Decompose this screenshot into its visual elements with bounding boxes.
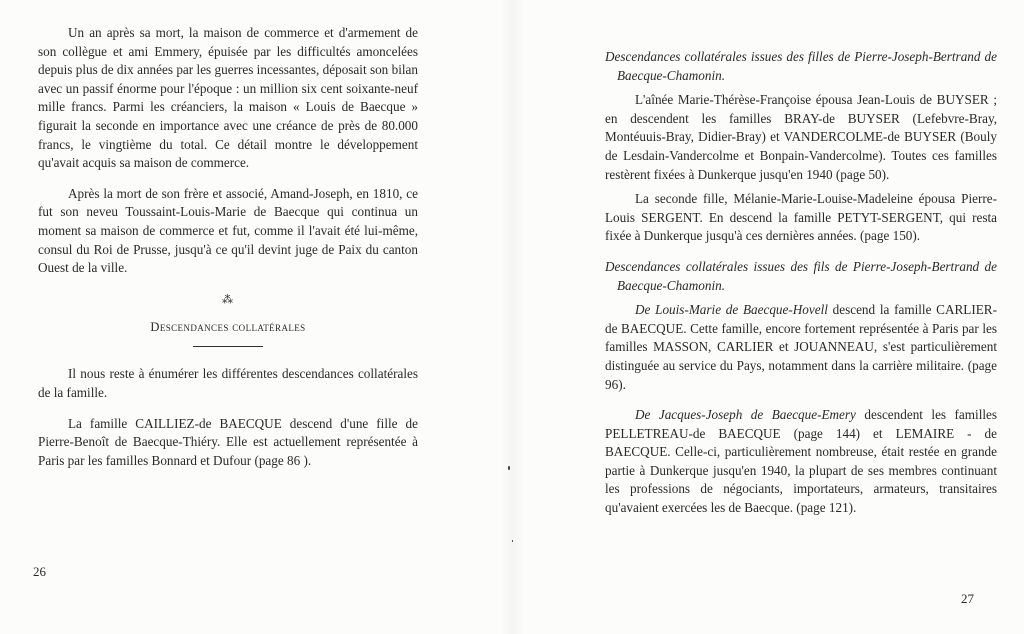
scan-speck: [508, 466, 510, 470]
name-louis-marie: De Louis-Marie de Baecque-Hovell: [635, 302, 828, 318]
paragraph-second-daughter: La seconde fille, Mélanie-Marie-Louise-Madeleine épousa Pierre-Louis SERGENT. En descend la famille PETYT-SERGENT, qui resta fixée à Dunkerque jusqu'à ces dernières années. (page 150).: [605, 191, 997, 244]
heading-rule-divider: [193, 346, 263, 347]
paragraph-jacques-joseph: [605, 406, 997, 518]
paragraph-intro-collateral: Il nous reste à énumérer les différentes descendances collatérales de la famille.: [38, 366, 418, 400]
paragraph-amand-joseph: Après la mort de son frère et associé, Amand-Joseph, en 1810, ce fut son neveu Toussaint-Louis-Marie de Baecque qui continua un moment sa maison de commerce et fut, comme il l'avait été lui-même, consul du Roi de Prusse, jusqu'à ce qu'il devint juge de Paix du canton Ouest de la ville.: [38, 185, 418, 276]
heading-daughters: Descendances collatérales issues des filles de Pierre-Joseph-Bertrand de Baecque-Chamonin.: [605, 49, 997, 83]
text-pelletreau-family: descendent les familles PELLETREAU-de BAECQUE (page 144) et LEMAIRE - de BAECQUE. Celle-ci, particulièrement nombreuse, était restée en grande partie à Dunkerque jusqu'en 1940, la plupart de ses membres continuant les professions de négociants, importateurs, armateurs, transitaires qu'avaient exercées les de Baecque. (page 121).: [605, 407, 998, 516]
right-page-text: [605, 48, 997, 518]
right-page: [512, 0, 1024, 634]
paragraph-cailliez: La famille CAILLIEZ-de BAECQUE descend d'une fille de Pierre-Benoît de Baecque-Thiéry. Elle est actuellement représentée à Paris par les familles Bonnard et Dufour (page 86 ).: [38, 415, 418, 468]
text-carlier-family: descend la famille CARLIER-de BAECQUE. Cette famille, encore fortement représentée à Paris par les familles MASSON, CARLIER et JOUANNEAU, s'est particulièrement distinguée au service du Pays, notamment dans la carrière militaire. (page 96).: [605, 302, 997, 392]
heading-sons: Descendances collatérales issues des fils de Pierre-Joseph-Bertrand de Baecque-Chamonin.: [605, 258, 997, 293]
page-number-right: 27: [961, 591, 974, 606]
paragraph-emmery-bankruptcy: Un an après sa mort, la maison de commerce et d'armement de son collègue et ami Emmery, épuisée par les difficultés amoncelées depuis plus de dix années par les guerres incessantes, déposait son bilan avec un passif énorme pour l'époque : un million six cent soixante-neuf mille francs. Parmi les créanciers, la maison « Louis de Baecque » figurait la seconde en importance avec une créance de près de 80.000 francs, le vingtième du total. Ce détail montre le développement qu'avait acquis sa maison de commerce.: [38, 25, 418, 171]
paragraph-louis-marie: [605, 301, 997, 394]
left-page: [0, 0, 500, 634]
name-jacques-joseph: De Jacques-Joseph de Baecque-Emery: [635, 407, 856, 423]
section-stars: ⁂: [222, 293, 234, 306]
left-page-text: [38, 24, 418, 470]
page-number-left: 26: [33, 564, 46, 579]
paragraph-eldest-daughter: L'aînée Marie-Thérèse-Françoise épousa Jean-Louis de BUYSER ; en descendent les familles BRAY-de BUYSER (Lefebvre-Bray, Montéuuis-Bray, Didier-Bray) et VANDERCOLME-de BUYSER (Bouly de Lesdain-Vandercolme et Bonpain-Vandercolme). Toutes ces familles restèrent fixées à Dunkerque jusqu'en 1940 (page 50).: [605, 92, 997, 182]
section-heading: Descendances collatérales: [150, 319, 306, 334]
